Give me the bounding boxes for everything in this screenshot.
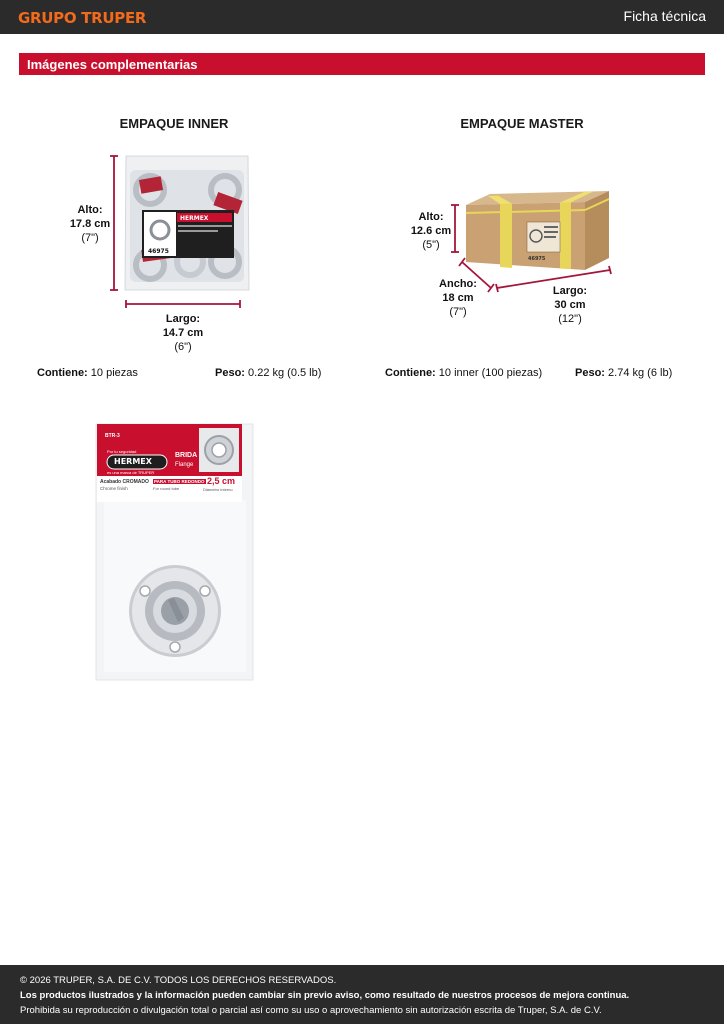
product-use-es: PARA TUBO REDONDO (154, 479, 205, 484)
inner-height-label: Alto: 17.8 cm (7") (69, 204, 111, 244)
product-name-es: BRIDA (175, 452, 198, 459)
product-size-note: Diámetro interno (203, 487, 233, 492)
inner-heading: EMPAQUE INNER (119, 116, 229, 131)
product-use-en: For round tube (153, 486, 180, 491)
inner-length-label: Largo: 14.7 cm (6") (162, 313, 204, 353)
master-height-label: Alto: 12.6 cm (5") (410, 211, 452, 251)
product-size: 2,5 cm (207, 476, 236, 486)
brand-logo: GRUPO TRUPER (18, 9, 147, 27)
footer (0, 965, 724, 1024)
master-heading: EMPAQUE MASTER (460, 116, 584, 131)
inner-weight: Peso: 0.22 kg (0.5 lb) (215, 367, 322, 379)
product-subbrand: es una marca de TRUPER (107, 470, 155, 475)
document-type: Ficha técnica (623, 8, 706, 24)
footer-notice: Los productos ilustrados y la información pueden cambiar sin previo aviso, como resultado de nuestros procesos de mejora continua. (20, 990, 630, 1001)
master-contents: Contiene: 10 inner (100 piezas) (385, 367, 543, 379)
inner-bag-brand: HERMEX (180, 215, 209, 222)
master-box-code: 46975 (528, 256, 546, 262)
product-code: BTR-3 (105, 433, 120, 439)
inner-contents: Contiene: 10 piezas (37, 367, 138, 379)
product-name-en: Flange (175, 462, 194, 468)
product-tagline: Por tu seguridad (107, 449, 137, 454)
product-finish-en: Chrome finish (100, 486, 128, 491)
inner-bag-code: 46975 (148, 248, 169, 255)
footer-copyright: © 2026 TRUPER, S.A. DE C.V. TODOS LOS DERECHOS RESERVADOS. (20, 975, 337, 986)
section-title: Imágenes complementarias (27, 57, 198, 72)
master-weight: Peso: 2.74 kg (6 lb) (575, 367, 673, 379)
product-brand: HERMEX (114, 457, 152, 466)
footer-prohibition: Prohibida su reproducción o divulgación total o parcial así como su uso o aprovechamiento sin autorización escrita de Truper, S.A. de C.V. (20, 1005, 602, 1016)
product-finish-es: Acabado CROMADO (100, 479, 149, 485)
master-width-label: Ancho: 18 cm (7") (439, 278, 477, 318)
master-length-label: Largo: 30 cm (12") (552, 285, 588, 325)
